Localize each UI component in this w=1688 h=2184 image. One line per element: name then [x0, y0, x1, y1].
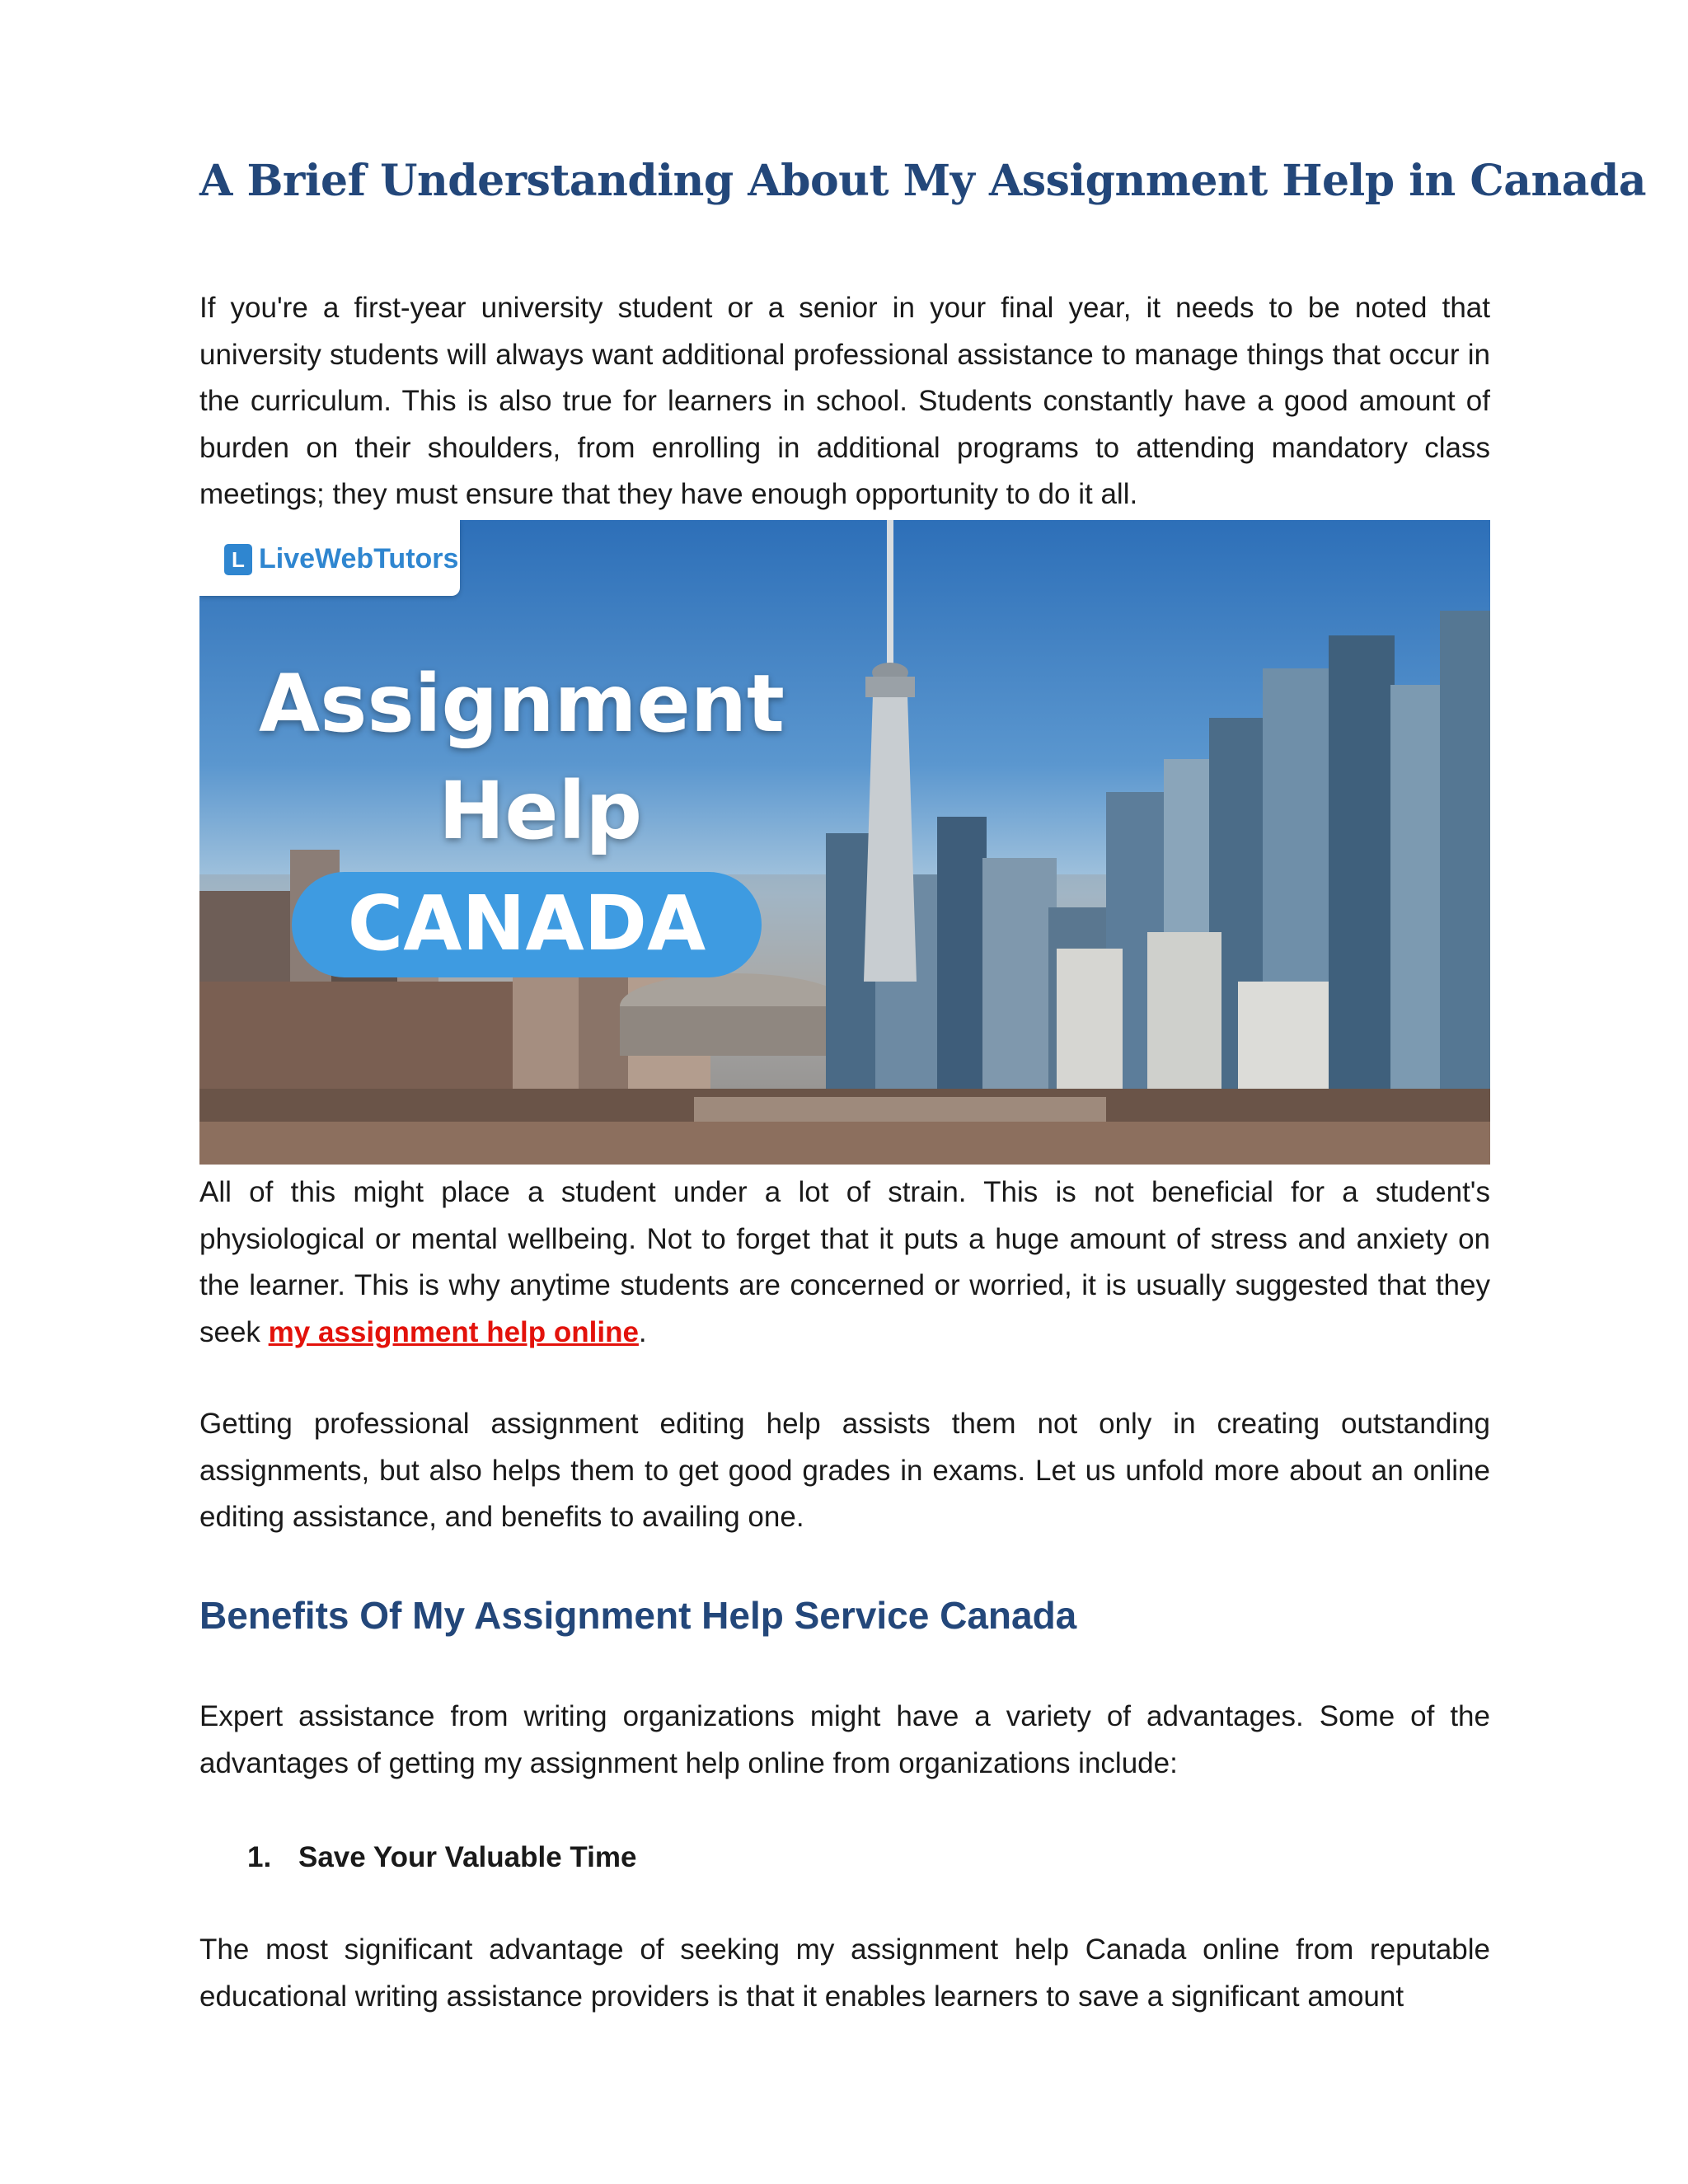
list-item-number: 1.: [247, 1841, 272, 1873]
document-title: A Brief Understanding About My Assignment Help in Canada: [199, 156, 1647, 206]
strain-paragraph-text: All of this might place a student under a lot of strain. This is not beneficial for a student's physiological or mental wellbeing. Not to forget that it puts a huge amount of stress and anxiety on the learner. This is why anytime students are concerned or worried, it is usually suggested that they seek: [199, 1176, 1490, 1348]
banner-headline-line1: Assignment: [259, 658, 785, 750]
intro-paragraph: If you're a first-year university student or a senior in your final year, it needs to be noted that university students will always want additional professional assistance to manage things that occur in the curriculum. This is also true for learners in school. Students constantly have a good amount of burden on their shoulders, from enrolling in additional programs to attending mandatory class meetings; they must ensure that they have enough opportunity to do it all.: [199, 292, 1490, 510]
banner-headline-line2: Help: [438, 765, 643, 857]
banner-canada-text: CANADA: [347, 879, 706, 968]
editing-help-paragraph: Getting professional assignment editing help assists them not only in creating outstanding assignments, but also helps them to get good grades in exams. Let us unfold more about an online editing assistance, and benefits to availing one.: [199, 1408, 1490, 1533]
benefits-heading: Benefits Of My Assignment Help Service Canada: [199, 1594, 1077, 1637]
logo-text: LiveWebTutors: [259, 543, 459, 574]
assignment-help-link[interactable]: my assignment help online: [268, 1315, 639, 1348]
strain-paragraph: [199, 1169, 1490, 1356]
list-item: [247, 1835, 636, 1881]
logo-mark-icon: L: [224, 544, 252, 575]
livewebtutors-logo: [199, 520, 460, 596]
save-time-paragraph: The most significant advantage of seeking my assignment help Canada online from reputable educational writing assistance providers is that it enables learners to save a significant amount: [199, 1933, 1490, 2013]
strain-paragraph-end: .: [638, 1315, 647, 1348]
toronto-skyline-illustration: [199, 520, 1490, 1165]
assignment-help-canada-banner: [199, 520, 1490, 1165]
list-item-label: Save Your Valuable Time: [298, 1841, 637, 1873]
benefits-intro-paragraph: Expert assistance from writing organizations might have a variety of advantages. Some of the advantages of getting my assignment help online from organizations include:: [199, 1700, 1490, 1779]
banner-canada-pill: [292, 872, 762, 977]
